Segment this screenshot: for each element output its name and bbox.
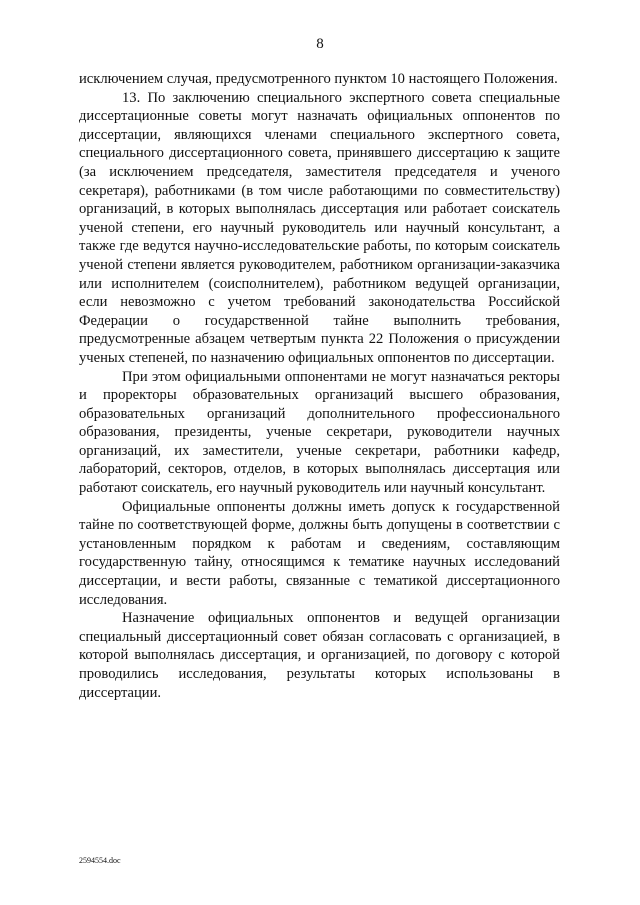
paragraph-clearance: Официальные оппоненты должны иметь допуск к государственной тайне по соответствующей форме, должны быть допущены в соответствии с установленным порядком к работам и сведениям, составляющим государственную тайну, относящимся к тематике научных исследований диссертации, и вести работы, связанные с тематикой диссертационного исследования. <box>79 498 560 608</box>
paragraph-continuation: исключением случая, предусмотренного пунктом 10 настоящего Положения. <box>79 71 558 87</box>
paragraph-appointment: Назначение официальных оппонентов и ведущей организации специальный диссертационный совет обязан согласовать с организацией, в которой выполнялась диссертация, и организацией, по договору с которой проводились исследования, результаты которых использованы в диссертации. <box>79 610 560 701</box>
paragraph-item-13: 13. По заключению специального экспертного совета специальные диссертационные советы могут назначать официальных оппонентов по диссертации, являющихся членами специального экспертного совета, специального диссертационного совета, принявшего диссертацию к защите (за исключением председателя, заместителя председателя и ученого секретаря), работниками (в том числе работающими по совместительству) организаций, в которых выполнялась диссертация или работает соискатель ученой степени, его научный руководитель или научный консультант, а также где ведутся научно-исследовательские работы, по которым соискатель ученой степени является руководителем, работником организации-заказчика или исполнителем (соисполнителем), работником ведущей организации, если невозможно с учетом требований законодательства Российской Федерации о государственной тайне выполнить требования, предусмотренные абзацем четвертым пункта 22 Положения о присуждении ученых степеней, по назначению официальных оппонентов по диссертации. <box>79 89 560 366</box>
paragraph-restrictions: При этом официальными оппонентами не могут назначаться ректоры и проректоры образовательных организаций высшего образования, образовательных организаций дополнительного профессионального образования, президенты, ученые секретари, руководители научных организаций, их заместители, ученые секретари, работники кафедр, лабораторий, секторов, отделов, в которых выполнялась диссертация или работают соискатель, его научный руководитель или научный консультант. <box>79 368 560 497</box>
document-body <box>79 70 560 702</box>
document-footer-filename: 2594554.doc <box>79 856 121 865</box>
page-number: 8 <box>316 36 324 52</box>
